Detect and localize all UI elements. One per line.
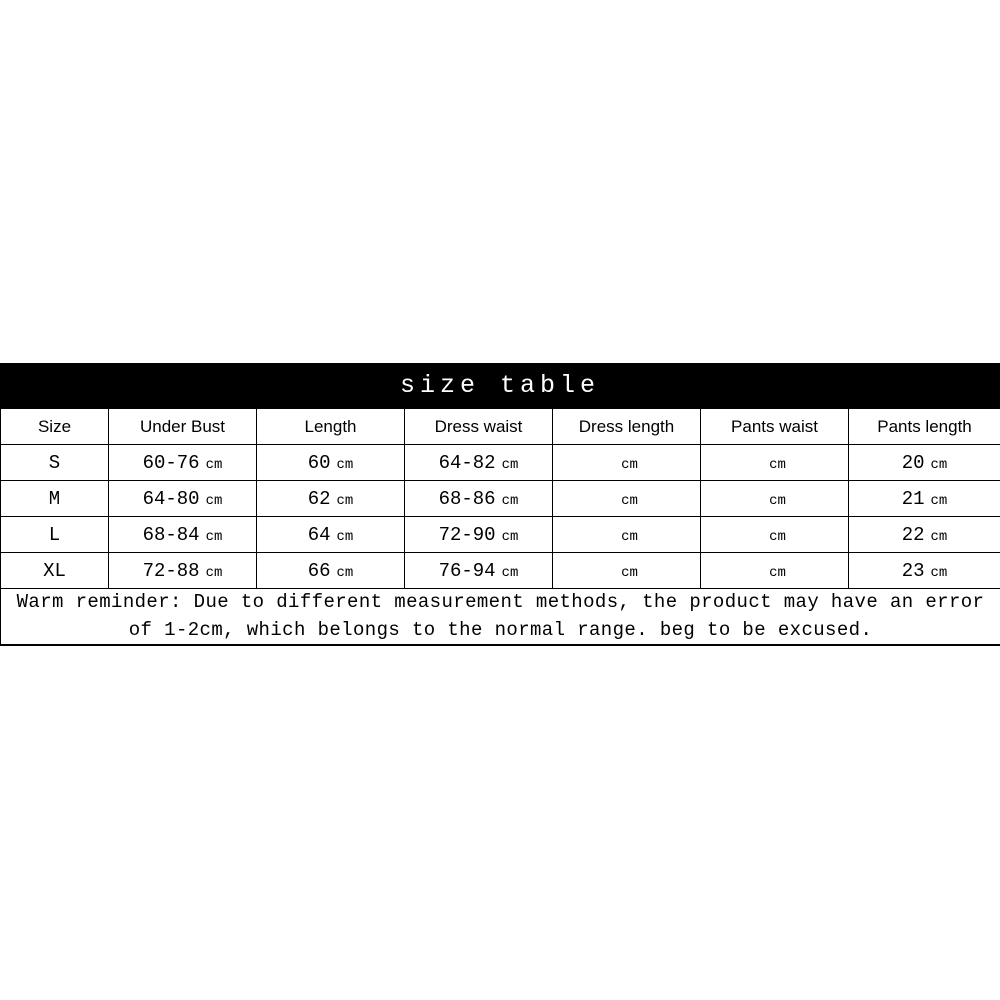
cell-pants-waist [701, 481, 849, 517]
cell-length [257, 481, 405, 517]
cell-dress-length [553, 481, 701, 517]
unit-label: cm [930, 456, 948, 473]
column-header-pants-waist: Pants waist [701, 409, 849, 445]
cell-under-bust [109, 553, 257, 589]
value-under-bust: 72-88 [142, 559, 200, 582]
cell-size: S [1, 445, 109, 481]
value-length: 64 [307, 523, 331, 546]
unit-label: cm [769, 564, 786, 581]
warm-reminder-row [1, 589, 1000, 645]
unit-label: cm [930, 564, 948, 581]
cell-pants-length [849, 553, 1000, 589]
unit-label: cm [621, 564, 638, 581]
value-under-bust: 64-80 [142, 487, 200, 510]
value-length: 62 [307, 487, 331, 510]
table-header-row [1, 409, 1000, 445]
chart-title: size table [0, 364, 1000, 408]
cell-dress-length [553, 445, 701, 481]
column-header-size: Size [1, 409, 109, 445]
value-dress-waist: 72-90 [438, 523, 496, 546]
value-pants-length: 20 [901, 451, 925, 474]
unit-label: cm [621, 528, 638, 545]
unit-label: cm [501, 456, 519, 473]
cell-under-bust [109, 517, 257, 553]
size-table [0, 408, 1000, 645]
value-dress-waist: 76-94 [438, 559, 496, 582]
value-pants-length: 22 [901, 523, 925, 546]
unit-label: cm [501, 528, 519, 545]
cell-under-bust [109, 445, 257, 481]
column-header-length: Length [257, 409, 405, 445]
value-dress-waist: 68-86 [438, 487, 496, 510]
size-chart [0, 363, 1000, 646]
value-dress-waist: 64-82 [438, 451, 496, 474]
value-pants-length: 21 [901, 487, 925, 510]
unit-label: cm [336, 564, 354, 581]
cell-dress-waist [405, 553, 553, 589]
unit-label: cm [930, 492, 948, 509]
unit-label: cm [501, 492, 519, 509]
cell-length [257, 553, 405, 589]
cell-dress-waist [405, 445, 553, 481]
value-length: 60 [307, 451, 331, 474]
cell-length [257, 445, 405, 481]
unit-label: cm [769, 456, 786, 473]
cell-dress-waist [405, 517, 553, 553]
column-header-dress-length: Dress length [553, 409, 701, 445]
unit-label: cm [769, 528, 786, 545]
unit-label: cm [930, 528, 948, 545]
unit-label: cm [336, 456, 354, 473]
unit-label: cm [621, 456, 638, 473]
unit-label: cm [621, 492, 638, 509]
column-header-pants-length: Pants length [849, 409, 1000, 445]
unit-label: cm [205, 456, 223, 473]
unit-label: cm [205, 528, 223, 545]
unit-label: cm [205, 492, 223, 509]
table-row [1, 445, 1000, 481]
cell-dress-waist [405, 481, 553, 517]
unit-label: cm [769, 492, 786, 509]
table-row [1, 553, 1000, 589]
value-under-bust: 68-84 [142, 523, 200, 546]
cell-pants-length [849, 445, 1000, 481]
warm-reminder-text: Warm reminder: Due to different measurement methods, the product may have an error of 1-2cm, which belongs to the normal range. beg to be excused. [1, 589, 1000, 645]
cell-pants-waist [701, 553, 849, 589]
table-row [1, 481, 1000, 517]
cell-size: XL [1, 553, 109, 589]
cell-pants-length [849, 481, 1000, 517]
cell-dress-length [553, 517, 701, 553]
cell-pants-waist [701, 445, 849, 481]
value-under-bust: 60-76 [142, 451, 200, 474]
table-row [1, 517, 1000, 553]
column-header-dress-waist: Dress waist [405, 409, 553, 445]
unit-label: cm [336, 528, 354, 545]
unit-label: cm [336, 492, 354, 509]
value-length: 66 [307, 559, 331, 582]
unit-label: cm [205, 564, 223, 581]
cell-size: L [1, 517, 109, 553]
column-header-under-bust: Under Bust [109, 409, 257, 445]
value-pants-length: 23 [901, 559, 925, 582]
cell-under-bust [109, 481, 257, 517]
cell-size: M [1, 481, 109, 517]
unit-label: cm [501, 564, 519, 581]
cell-pants-length [849, 517, 1000, 553]
cell-dress-length [553, 553, 701, 589]
cell-pants-waist [701, 517, 849, 553]
cell-length [257, 517, 405, 553]
